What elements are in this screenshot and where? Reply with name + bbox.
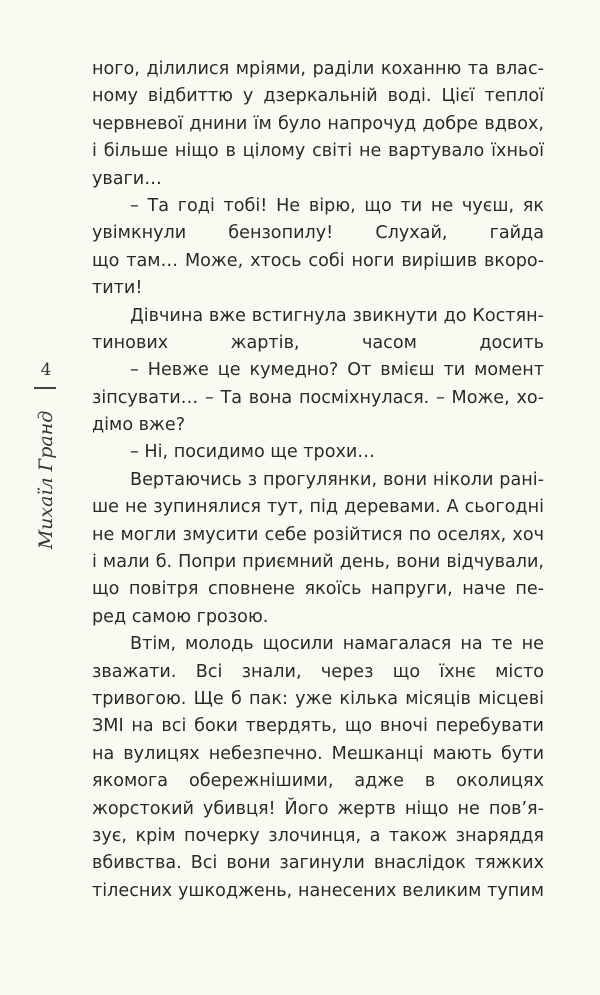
header-divider — [34, 387, 56, 389]
text-line: ного, ділилися мріями, раділи коханню та влас- — [92, 59, 544, 79]
text-line: тривогою. Ще б пак: уже кілька місяців місцеві — [92, 688, 544, 709]
text-line: на вулицях небезпечно. Мешканці мають бути — [92, 743, 544, 764]
text-line: зує, крім почерку злочинця, а також знаряддя — [92, 825, 544, 846]
text-line: і мали б. Попри приємний день, вони відчували, — [92, 552, 544, 573]
text-line: Вертаючись з прогулянки, вони ніколи рані- — [130, 469, 544, 490]
text-line: – Та годі тобі! Не вірю, що ти не чуєш, як — [130, 195, 544, 216]
text-line: ЗМІ на всі боки твердять, що вночі перебувати — [92, 716, 544, 737]
text-line: зіпсувати… – Та вона посміхнулася. – Може, хо- — [92, 387, 544, 408]
text-line: ному відбиттю у дзеркальній воді. Цієї теплої — [92, 86, 544, 107]
text-line: червневої днини їм було напрочуд добре вдвох, — [92, 113, 544, 134]
text-line: і більше ніщо в цілому світі не вартувало їхньої — [92, 141, 544, 162]
body-text — [92, 56, 544, 905]
text-line: Втім, молодь щосили намагалася на те не — [130, 634, 544, 655]
page-number: 4 — [40, 360, 52, 380]
running-head-author: Михаїл Гранд — [35, 410, 57, 550]
text-line: ред самою грозою. — [92, 606, 269, 627]
text-line: що повітря сповнене якоїсь напруги, наче пе- — [92, 579, 544, 600]
text-line: якомога обережнішими, адже в околицях — [92, 771, 544, 792]
text-line: уваги… — [92, 168, 162, 189]
text-line: увімкнули бензопилу! Слухай, гайда — [92, 223, 544, 244]
text-line: тити! — [92, 278, 143, 299]
text-line: ше не зупинялися тут, під деревами. А сьогодні — [92, 497, 544, 518]
text-line: – Невже це кумедно? От вмієш ти момент — [130, 360, 544, 381]
text-line: дімо вже? — [92, 415, 186, 436]
text-line: жорстокий убивця! Його жертв ніщо не пов’я- — [92, 798, 544, 819]
text-line: що там… Може, хтось собі ноги вирішив вкоро- — [92, 250, 544, 271]
text-line: зважати. Всі знали, через що їхнє місто — [92, 661, 544, 682]
text-line: – Ні, посидимо ще трохи… — [130, 442, 375, 463]
text-line: тинових жартів, часом досить — [92, 332, 544, 353]
text-line: тілесних ушкоджень, нанесених великим тупим — [92, 880, 544, 901]
text-line: Дівчина вже встигнула звикнути до Костян- — [130, 305, 544, 326]
text-line: не могли змусити себе розійтися по оселях, хоч — [92, 524, 544, 545]
text-line: вбивства. Всі вони загинули внаслідок тяжких — [92, 853, 544, 874]
